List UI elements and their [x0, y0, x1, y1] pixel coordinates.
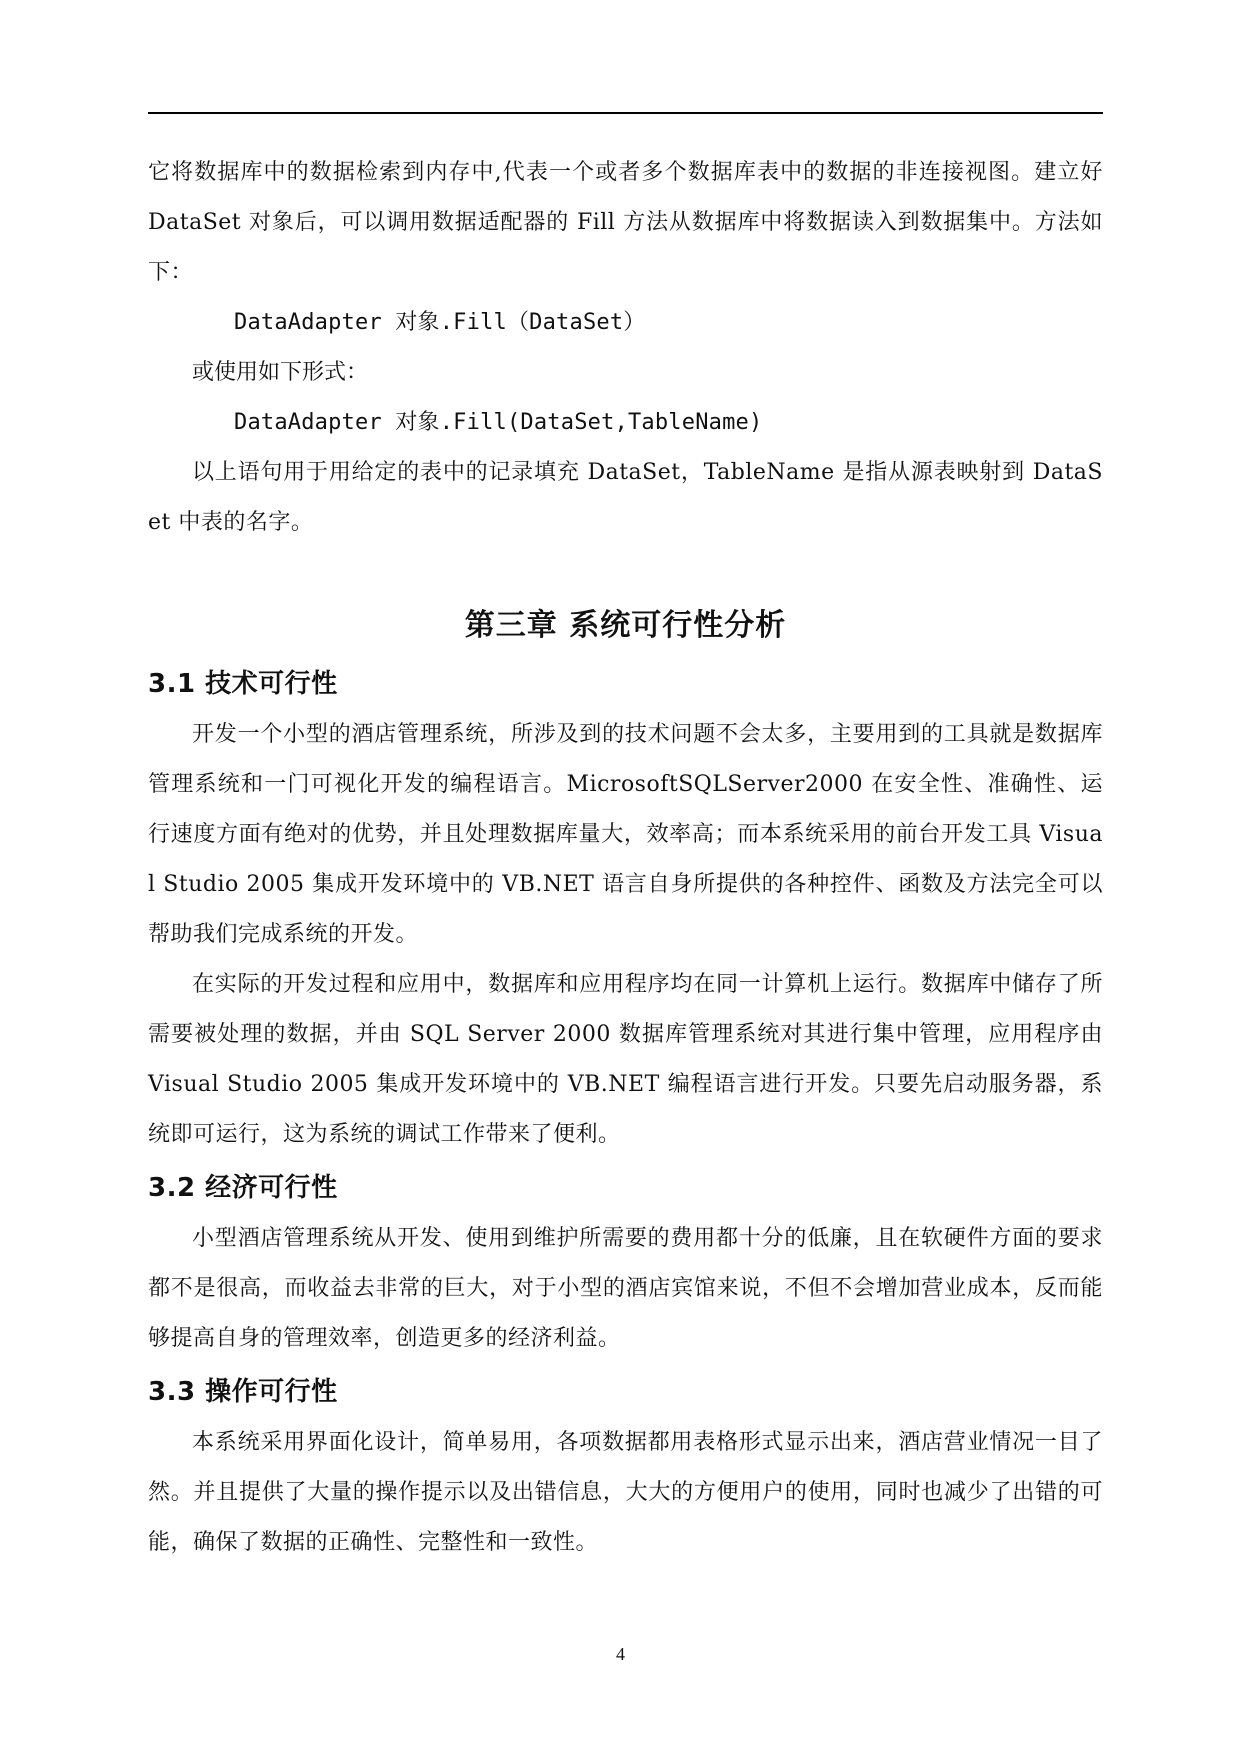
code-line: DataAdapter 对象.Fill(DataSet,TableName)	[234, 410, 763, 435]
page-number: 4	[616, 1644, 625, 1664]
section-paragraph: 在实际的开发过程和应用中，数据库和应用程序均在同一计算机上运行。数据库中储存了所需要被处理的数据，并由 SQL Server 2000 数据库管理系统对其进行集中管理，应用程序由 Visual Studio 2005 集成开发环境中的 VB.NET 编程语言进行开发。只要先启动服务器，系统即可运行，这为系统的调试工作带来了便利。	[148, 972, 1103, 1147]
section-paragraph: 开发一个小型的酒店管理系统，所涉及到的技术问题不会太多，主要用到的工具就是数据库管理系统和一门可视化开发的编程语言。MicrosoftSQLServer2000 在安全性、准确性、运行速度方面有绝对的优势，并且处理数据库量大，效率高；而本系统采用的前台开发工具 Visual Studio 2005 集成开发环境中的 VB.NET 语言自身所提供的各种控件、函数及方法完全可以帮助我们完成系统的开发。	[148, 722, 1103, 947]
section-paragraph: 小型酒店管理系统从开发、使用到维护所需要的费用都十分的低廉，且在软硬件方面的要求都不是很高，而收益去非常的巨大，对于小型的酒店宾馆来说，不但不会增加营业成本，反而能够提高自身的管理效率，创造更多的经济利益。	[148, 1226, 1103, 1351]
code-line: DataAdapter 对象.Fill（DataSet）	[234, 310, 646, 335]
alternative-form-label: 或使用如下形式：	[192, 360, 369, 385]
section-title: 3.2 经济可行性	[148, 1173, 338, 1203]
intro-paragraph: 以上语句用于用给定的表中的记录填充 DataSet，TableName 是指从源表映射到 DataSet 中表的名字。	[148, 460, 1103, 535]
intro-paragraph: 它将数据库中的数据检索到内存中,代表一个或者多个数据库表中的数据的非连接视图。建立好 DataSet 对象后，可以调用数据适配器的 Fill 方法从数据库中将数据读入到数据集中。方法如下：	[148, 160, 1103, 285]
chapter-title: 第三章 系统可行性分析	[464, 608, 787, 643]
section-title: 3.1 技术可行性	[148, 669, 338, 699]
page-content	[148, 148, 1103, 1568]
section-paragraph: 本系统采用界面化设计，简单易用，各项数据都用表格形式显示出来，酒店营业情况一目了然。并且提供了大量的操作提示以及出错信息，大大的方便用户的使用，同时也减少了出错的可能，确保了数据的正确性、完整性和一致性。	[148, 1430, 1103, 1555]
section-title: 3.3 操作可行性	[148, 1377, 338, 1407]
header-rule	[148, 112, 1103, 114]
